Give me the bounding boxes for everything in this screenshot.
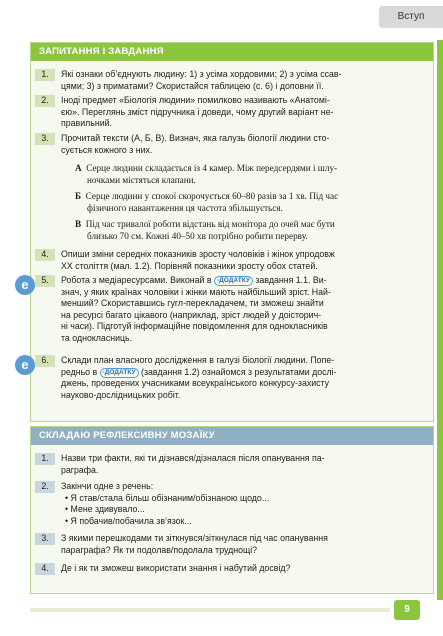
question-text-line: єю». Переглянь зміст підручника і доведи, чому другий варіант не- <box>61 106 334 117</box>
bullet-item: • Я став/стала більш обізнаним/обізнаною щодо... <box>65 492 270 503</box>
bullet-item: • Мене здивувало... <box>65 504 145 515</box>
footer-bar <box>30 608 390 612</box>
question-number: 3. <box>35 533 55 545</box>
questions-section <box>21 42 434 422</box>
text-line: близько 70 см. Кожні 40–50 хв потрібно робити перерву. <box>87 230 308 241</box>
reflection-section-title: СКЛАДАЮ РЕФЛЕКСИВНУ МОЗАЇКУ <box>31 427 433 445</box>
question-text-line: завдання 1.1. Ви- <box>255 275 327 285</box>
question-number: 1. <box>35 69 55 81</box>
question-text-line: Назви три факти, які ти дізнався/дізналася після опанування па- <box>61 453 325 463</box>
question-text-line: Робота з медіаресурсами. Виконай в <box>61 275 212 285</box>
dodatok-link[interactable]: -ДОДАТКУ <box>214 276 253 286</box>
question-text-line: сується кожного з них. <box>61 144 153 155</box>
top-stripe <box>0 0 443 32</box>
question-text-line: на ресурсі багато цікавого (наприклад, зріст людей у доісторич- <box>61 309 322 320</box>
question-number: 5. <box>35 275 55 287</box>
text-line: фізичного навантаження ця частота збільшується. <box>87 202 283 213</box>
question-text-line: Склади план власного дослідження в галузі біології людини. Попе- <box>61 355 335 365</box>
questions-section-title: ЗАПИТАННЯ І ЗАВДАННЯ <box>31 43 433 61</box>
text-line: Серце людини у спокої скорочується 60–80 разів за 1 хв. Під час <box>85 191 339 201</box>
question-number: 3. <box>35 133 55 145</box>
question-number: 2. <box>35 481 55 493</box>
bullet-item: • Я побачив/побачила зв’язок... <box>65 515 192 526</box>
question-text-line: цями; 3) з приматами? Скористайся таблицею (с. 6) і доповни її. <box>61 80 324 91</box>
question-text-line: науково-дослідницьких робіт. <box>61 389 181 400</box>
question-text-line: Опиши зміни середніх показників зросту чоловіків і жінок упродовж <box>61 249 335 259</box>
question-number: 2. <box>35 95 55 107</box>
page-number: 9 <box>394 600 420 620</box>
text-letter: Б <box>75 191 82 201</box>
question-number: 4. <box>35 249 55 261</box>
text-line: ночками містяться клапани. <box>87 174 196 185</box>
question-text-line: знач, у яких країнах чоловіки і жінки мають найбільший зріст. Най- <box>61 286 331 297</box>
question-text-line: Де і як ти зможеш використати знання і набутий досвід? <box>61 563 291 573</box>
question-number: 6. <box>35 355 55 367</box>
question-text-line: ні часи). Підготуй інформаційне повідомлення для однокласників <box>61 321 328 332</box>
text-letter: В <box>75 219 82 229</box>
question-text-line: джень, проведених учасниками всеукраїнського конкурсу-захисту <box>61 378 330 389</box>
question-text-line: параграфа? Як ти подолав/подолала труднощі? <box>61 544 258 555</box>
question-text-line: З якими перешкодами ти зіткнувся/зіткнулася під час опанування <box>61 533 328 543</box>
question-text-line: редньо в <box>61 366 98 377</box>
text-line: Серце людини складається із 4 камер. Між передсердями і шлу- <box>86 163 338 173</box>
question-text-line: Прочитай тексти (А, Б, В). Визнач, яка галузь біології людини сто- <box>61 133 330 143</box>
question-text-line: раграфа. <box>61 464 99 475</box>
question-text-line: та однокласниць. <box>61 333 133 343</box>
chapter-tab: Вступ <box>379 6 443 28</box>
question-text-line: (завдання 1.2) ознайомся з результатами дослі- <box>141 366 337 377</box>
e-resource-icon[interactable]: e <box>15 355 35 375</box>
question-text-line: XX століття (мал. 1.2). Порівняй показники зросту обох статей. <box>61 260 318 271</box>
question-number: 4. <box>35 563 55 575</box>
question-text-line: правильний. <box>61 118 112 129</box>
question-text-line: Іноді предмет «Біологія людини» помилково називають «Анатомі- <box>61 95 330 105</box>
right-edge-bar <box>437 40 443 600</box>
reflection-section <box>30 426 434 594</box>
text-letter: А <box>75 163 82 173</box>
text-line: Під час тривалої роботи відстань від монітора до очей має бути <box>85 219 335 229</box>
dodatok-link[interactable]: -ДОДАТКУ <box>100 368 139 378</box>
question-text-line: Закінчи одне з речень: <box>61 481 154 491</box>
question-text-line: Які ознаки об’єднують людину: 1) з усіма хордовими; 2) з усіма ссав- <box>61 69 342 79</box>
question-number: 1. <box>35 453 55 465</box>
e-resource-icon[interactable]: e <box>15 275 35 295</box>
question-text-line: менший? Скориставшись гугл-перекладачем, ти зможеш знайти <box>61 298 324 309</box>
